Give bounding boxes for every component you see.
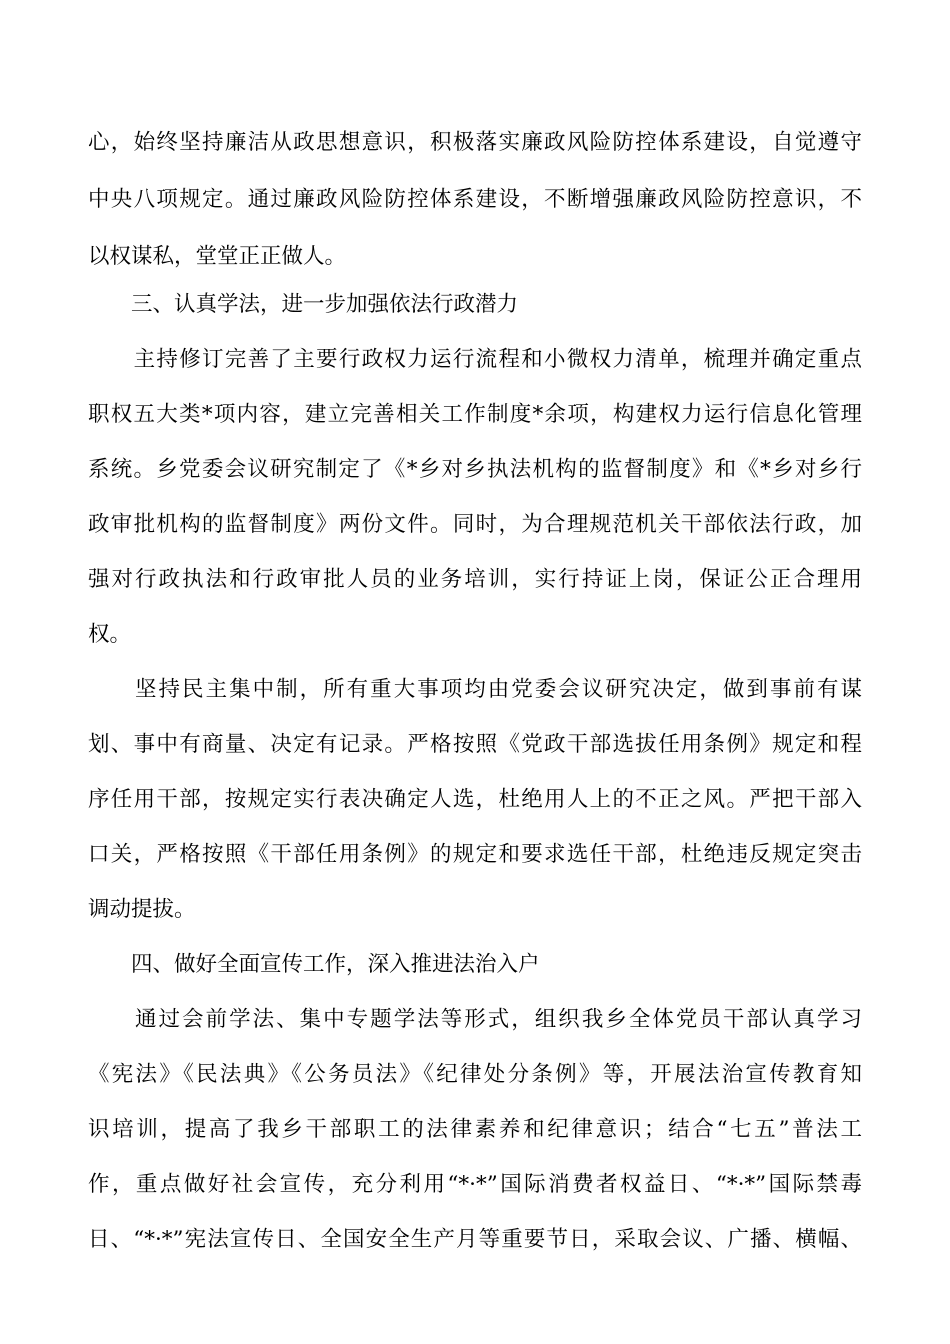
text-line: 作，重点做好社会宣传，充分利用“*·*”国际消费者权益日、“*·*”国际禁毒 <box>88 1172 862 1197</box>
text-line: 识培训，提高了我乡干部职工的法律素养和纪律意识；结合“七五”普法工 <box>88 1117 862 1142</box>
text-line: 以权谋私，堂堂正正做人。 <box>88 244 347 269</box>
text-line: 职权五大类*项内容，建立完善相关工作制度*余项，构建权力运行信息化管理 <box>88 402 862 427</box>
text-line: 调动提拔。 <box>88 897 196 922</box>
text-line: 权。 <box>88 622 132 647</box>
text-line: 日、“*·*”宪法宣传日、全国安全生产月等重要节日，采取会议、广播、横幅、 <box>88 1227 862 1252</box>
text-line: 中央八项规定。通过廉政风险防控体系建设，不断增强廉政风险防控意识，不 <box>88 187 862 212</box>
text-line: 划、事中有商量、决定有记录。严格按照《党政干部选拔任用条例》规定和程 <box>88 732 862 757</box>
text-line: 强对行政执法和行政审批人员的业务培训，实行持证上岗，保证公正合理用 <box>88 567 862 592</box>
text-line: 心，始终坚持廉洁从政思想意识，积极落实廉政风险防控体系建设，自觉遵守 <box>88 130 862 155</box>
text-line: 坚持民主集中制，所有重大事项均由党委会议研究决定，做到事前有谋 <box>88 677 862 702</box>
text-line: 系统。乡党委会议研究制定了《*乡对乡执法机构的监督制度》和《*乡对乡行 <box>88 457 862 482</box>
text-line: 通过会前学法、集中专题学法等形式，组织我乡全体党员干部认真学习 <box>88 1007 862 1032</box>
section-heading: 三、认真学法，进一步加强依法行政潜力 <box>88 292 519 317</box>
section-heading: 四、做好全面宣传工作，深入推进法治入户 <box>88 952 540 977</box>
text-line: 《宪法》《民法典》《公务员法》《纪律处分条例》等，开展法治宣传教育知 <box>88 1062 862 1087</box>
text-line: 主持修订完善了主要行政权力运行流程和小微权力清单，梳理并确定重点 <box>88 347 862 372</box>
text-line: 口关，严格按照《干部任用条例》的规定和要求选任干部，杜绝违反规定突击 <box>88 842 862 867</box>
text-line: 序任用干部，按规定实行表决确定人选，杜绝用人上的不正之风。严把干部入 <box>88 787 862 812</box>
text-line: 政审批机构的监督制度》两份文件。同时，为合理规范机关干部依法行政，加 <box>88 512 862 537</box>
